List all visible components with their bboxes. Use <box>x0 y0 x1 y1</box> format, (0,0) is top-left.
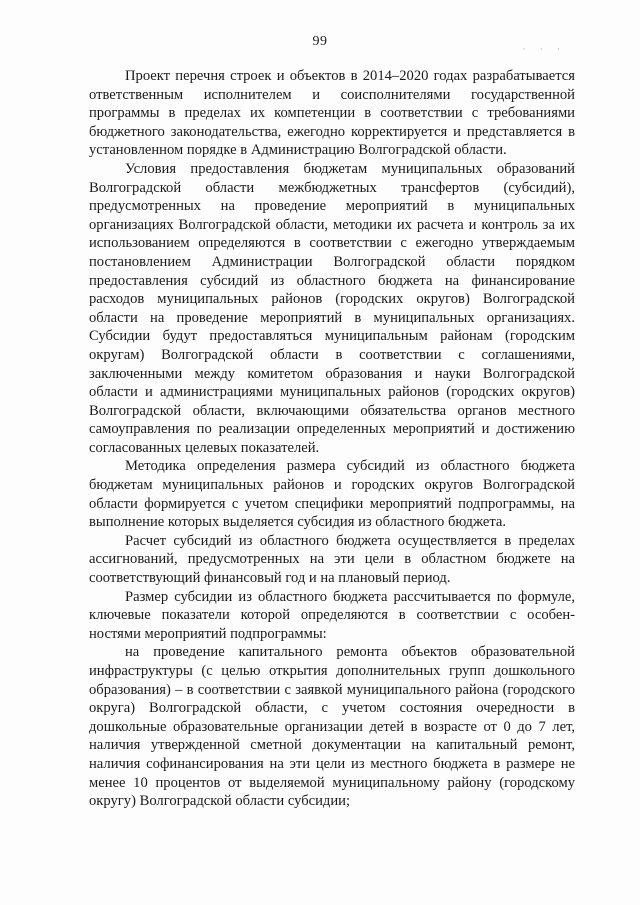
paragraph-subsidy-formula: Размер субсидии из областного бюджета рассчитывается по формуле, ключевые показатели которой определяются в соответствии с особен-ностями мероприятий подпрограммы: <box>89 588 575 642</box>
paragraph-subsidy-methodology: Методика определения размера субсидий из областного бюджета бюджетам муниципальных районов и городских округов Волгоградской области формируется с учетом специфики мероприятий подпрограммы, на выполнение которых выделяется субсидия из областного бюджета. <box>89 458 575 531</box>
paragraph-subsidy-calculation: Расчет субсидий из областного бюджета осуществляется в пределах ассигнований, предусмотренных на эти цели в областном бюджете на соответствующий финансовый год и на плановый период. <box>89 532 575 587</box>
scan-artifact-icon: · · · <box>522 44 566 54</box>
document-body <box>89 67 575 811</box>
page-number: 99 <box>312 34 328 49</box>
paragraph-subsidy-conditions: Условия предоставления бюджетам муниципальных образований Волгоградской области межбюджетных трансфертов (субсидий), предусмотренных на проведение мероприятий в муниципальных организациях Волгоградской области, методики их расчета и контроль за их использованием определяются в соответствии с ежегодно утверждаемым постановлением Администрации Волгоградской области порядком предоставления субсидий из областного бюджета на финансирование расходов муниципальных районов (городских округов) Волгоградской области на проведение мероприятий в муниципальных организациях. Субсидии будут предоставляться муниципальным районам (городским округам) Волгоградской области в соответствии с соглашениями, заключенными между комитетом образования и науки Волгоградской области и администрациями муниципальных районов (городских округов) Волгоградской области, включающими обязательства органов местного самоуправления по реализации определенных мероприятий и достижению согласованных целевых показателей. <box>89 160 575 456</box>
paragraph-project-list: Проект перечня строек и объектов в 2014–2020 годах разрабатывается ответственным исполнителем и соисполнителями государственной программы в пределах их компетенции в соответствии с требованиями бюджетного законодательства, ежегодно корректируется и представляется в установленном порядке в Администрацию Волгоградской области. <box>89 68 575 159</box>
paragraph-capital-repair: на проведение капитального ремонта объектов образовательной инфраструктуры (с целью открытия дополнительных групп дошкольного образования) – в соответствии с заявкой муниципального района (городского округа) Волгоградской области, с учетом состояния очередности в дошкольные образовательные организации детей в возрасте от 0 до 7 лет, наличия утвержденной сметной документации на капитальный ремонт, наличия софинансирования на эти цели из местного бюджета в размере не менее 10 процентов от выделяемой муниципальному району (городскому округу) Волгоградской области субсидии; <box>89 644 575 810</box>
